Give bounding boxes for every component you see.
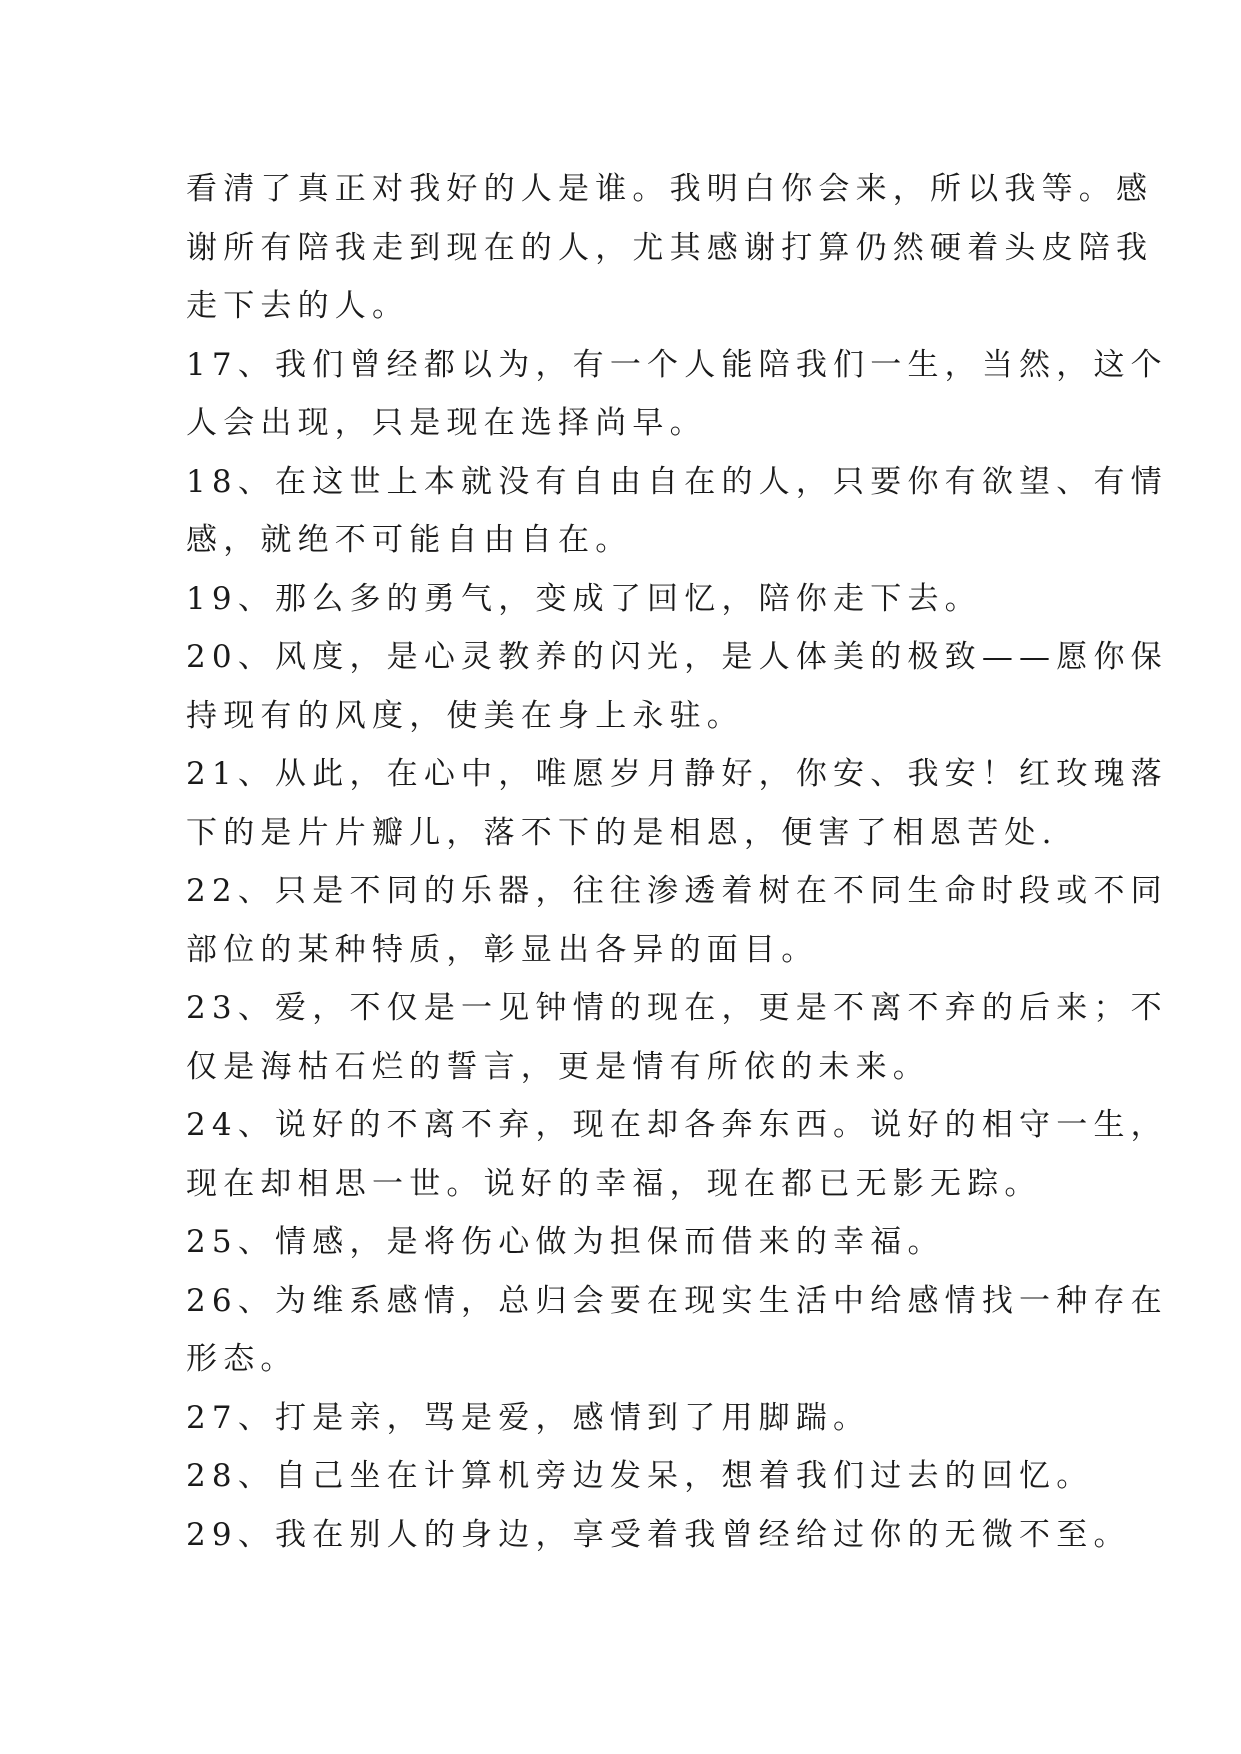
document-body — [186, 160, 1168, 1564]
text-line: 27、打是亲，骂是爱，感情到了用脚踹。 — [186, 1399, 871, 1436]
text-line: 现在却相思一世。说好的幸福，现在都已无影无踪。 — [186, 1165, 1042, 1202]
text-line: 25、情感，是将伤心做为担保而借来的幸福。 — [186, 1224, 945, 1260]
text-line: 形态。 — [186, 1341, 298, 1377]
text-line: 28、自己坐在计算机旁边发呆，想着我们过去的回忆。 — [186, 1458, 1094, 1494]
text-line: 感，就绝不可能自由自在。 — [186, 522, 633, 558]
text-line: 23、爱，不仅是一见钟情的现在，更是不离不弃的后来；不 — [186, 990, 1168, 1026]
text-line: 谢所有陪我走到现在的人，尤其感谢打算仍然硬着头皮陪我 — [186, 229, 1154, 266]
text-line: 看清了真正对我好的人是谁。我明白你会来，所以我等。感 — [186, 171, 1154, 207]
text-line: 部位的某种特质，彰显出各异的面目。 — [186, 931, 819, 968]
text-line: 26、为维系感情，总归会要在现实生活中给感情找一种存在 — [186, 1282, 1168, 1319]
text-line: 仅是海枯石烂的誓言，更是情有所依的未来。 — [186, 1048, 930, 1085]
text-line: 21、从此，在心中，唯愿岁月静好，你安、我安！红玫瑰落 — [186, 756, 1168, 792]
text-line: 人会出现，只是现在选择尚早。 — [186, 405, 707, 441]
text-line: 19、那么多的勇气，变成了回忆，陪你走下去。 — [186, 580, 982, 617]
text-line: 29、我在别人的身边，享受着我曾经给过你的无微不至。 — [186, 1516, 1131, 1553]
text-line: 持现有的风度，使美在身上永驻。 — [186, 697, 744, 734]
text-line: 18、在这世上本就没有自由自在的人，只要你有欲望、有情 — [186, 463, 1168, 500]
text-line: 走下去的人。 — [186, 288, 410, 324]
text-line: 22、只是不同的乐器，往往渗透着树在不同生命时段或不同 — [186, 873, 1168, 909]
text-line: 24、说好的不离不弃，现在却各奔东西。说好的相守一生， — [186, 1107, 1168, 1143]
text-line: 20、风度，是心灵教养的闪光，是人体美的极致——愿你保 — [186, 639, 1168, 675]
text-line: 下的是片片瓣儿，落不下的是相恩，便害了相恩苦处. — [186, 814, 1058, 851]
text-line: 17、我们曾经都以为，有一个人能陪我们一生，当然，这个 — [186, 346, 1168, 383]
